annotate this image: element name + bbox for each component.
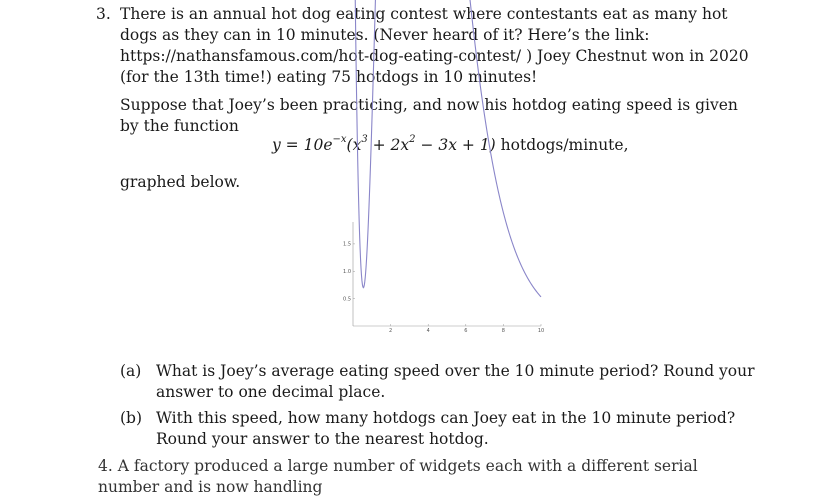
x-tick-label: 8 [501, 328, 505, 334]
x-tick-label: 10 [537, 328, 545, 334]
eq-exponent: −x [332, 133, 347, 145]
part-b-text: With this speed, how many hotdogs can Joey eat in the 10 minute period? Round your answer to the nearest hotdog. [156, 409, 736, 448]
eq-lhs: y = 10e [272, 136, 333, 154]
y-tick-label: 1.5 [343, 241, 351, 248]
x-tick-label: 6 [464, 328, 468, 334]
chart-axes [353, 222, 541, 326]
eq-tail: − 3x + 1) [415, 136, 496, 154]
eq-body: (x [346, 136, 362, 154]
x-tick-label: 2 [389, 328, 393, 334]
y-tick-label: 1.0 [343, 268, 351, 275]
part-a-text: What is Joey’s average eating speed over the 10 minute period? Round your answer to one decimal place. [156, 362, 755, 401]
eq-sup3: 3 [361, 133, 368, 145]
chart-ticks [343, 242, 544, 334]
speed-equation [272, 135, 629, 156]
eq-units: hotdogs/minute, [495, 136, 629, 154]
graphed-below-text: graphed below. [120, 173, 241, 191]
next-problem-cutoff [98, 457, 758, 496]
cutoff-text: 4. A factory produced a large number of widgets each with a different serial number and is now handling [98, 457, 698, 496]
speed-chart [335, 218, 545, 343]
x-tick-label: 4 [426, 328, 430, 334]
part-b-label: (b) [120, 409, 143, 427]
eq-mid: + 2x [367, 136, 410, 154]
y-tick-label: 0.5 [343, 296, 351, 303]
problem-setup: Suppose that Joey’s been practicing, and now his hotdog eating speed is given by the function [120, 96, 738, 135]
problem-number: 3. [96, 5, 111, 23]
problem-intro: There is an annual hot dog eating contest where contestants eat as many hot dogs as they can in 10 minutes. (Never heard of it? Here’s the link: https://nathansfamous.com/hot-dog-eating-contest/ ) Joey Chestnut won in 2020 (for the 13th time!) eating 75 hotdogs in 10 minutes! [120, 5, 749, 86]
eq-sup2: 2 [409, 133, 416, 145]
part-a-label: (a) [120, 362, 142, 380]
